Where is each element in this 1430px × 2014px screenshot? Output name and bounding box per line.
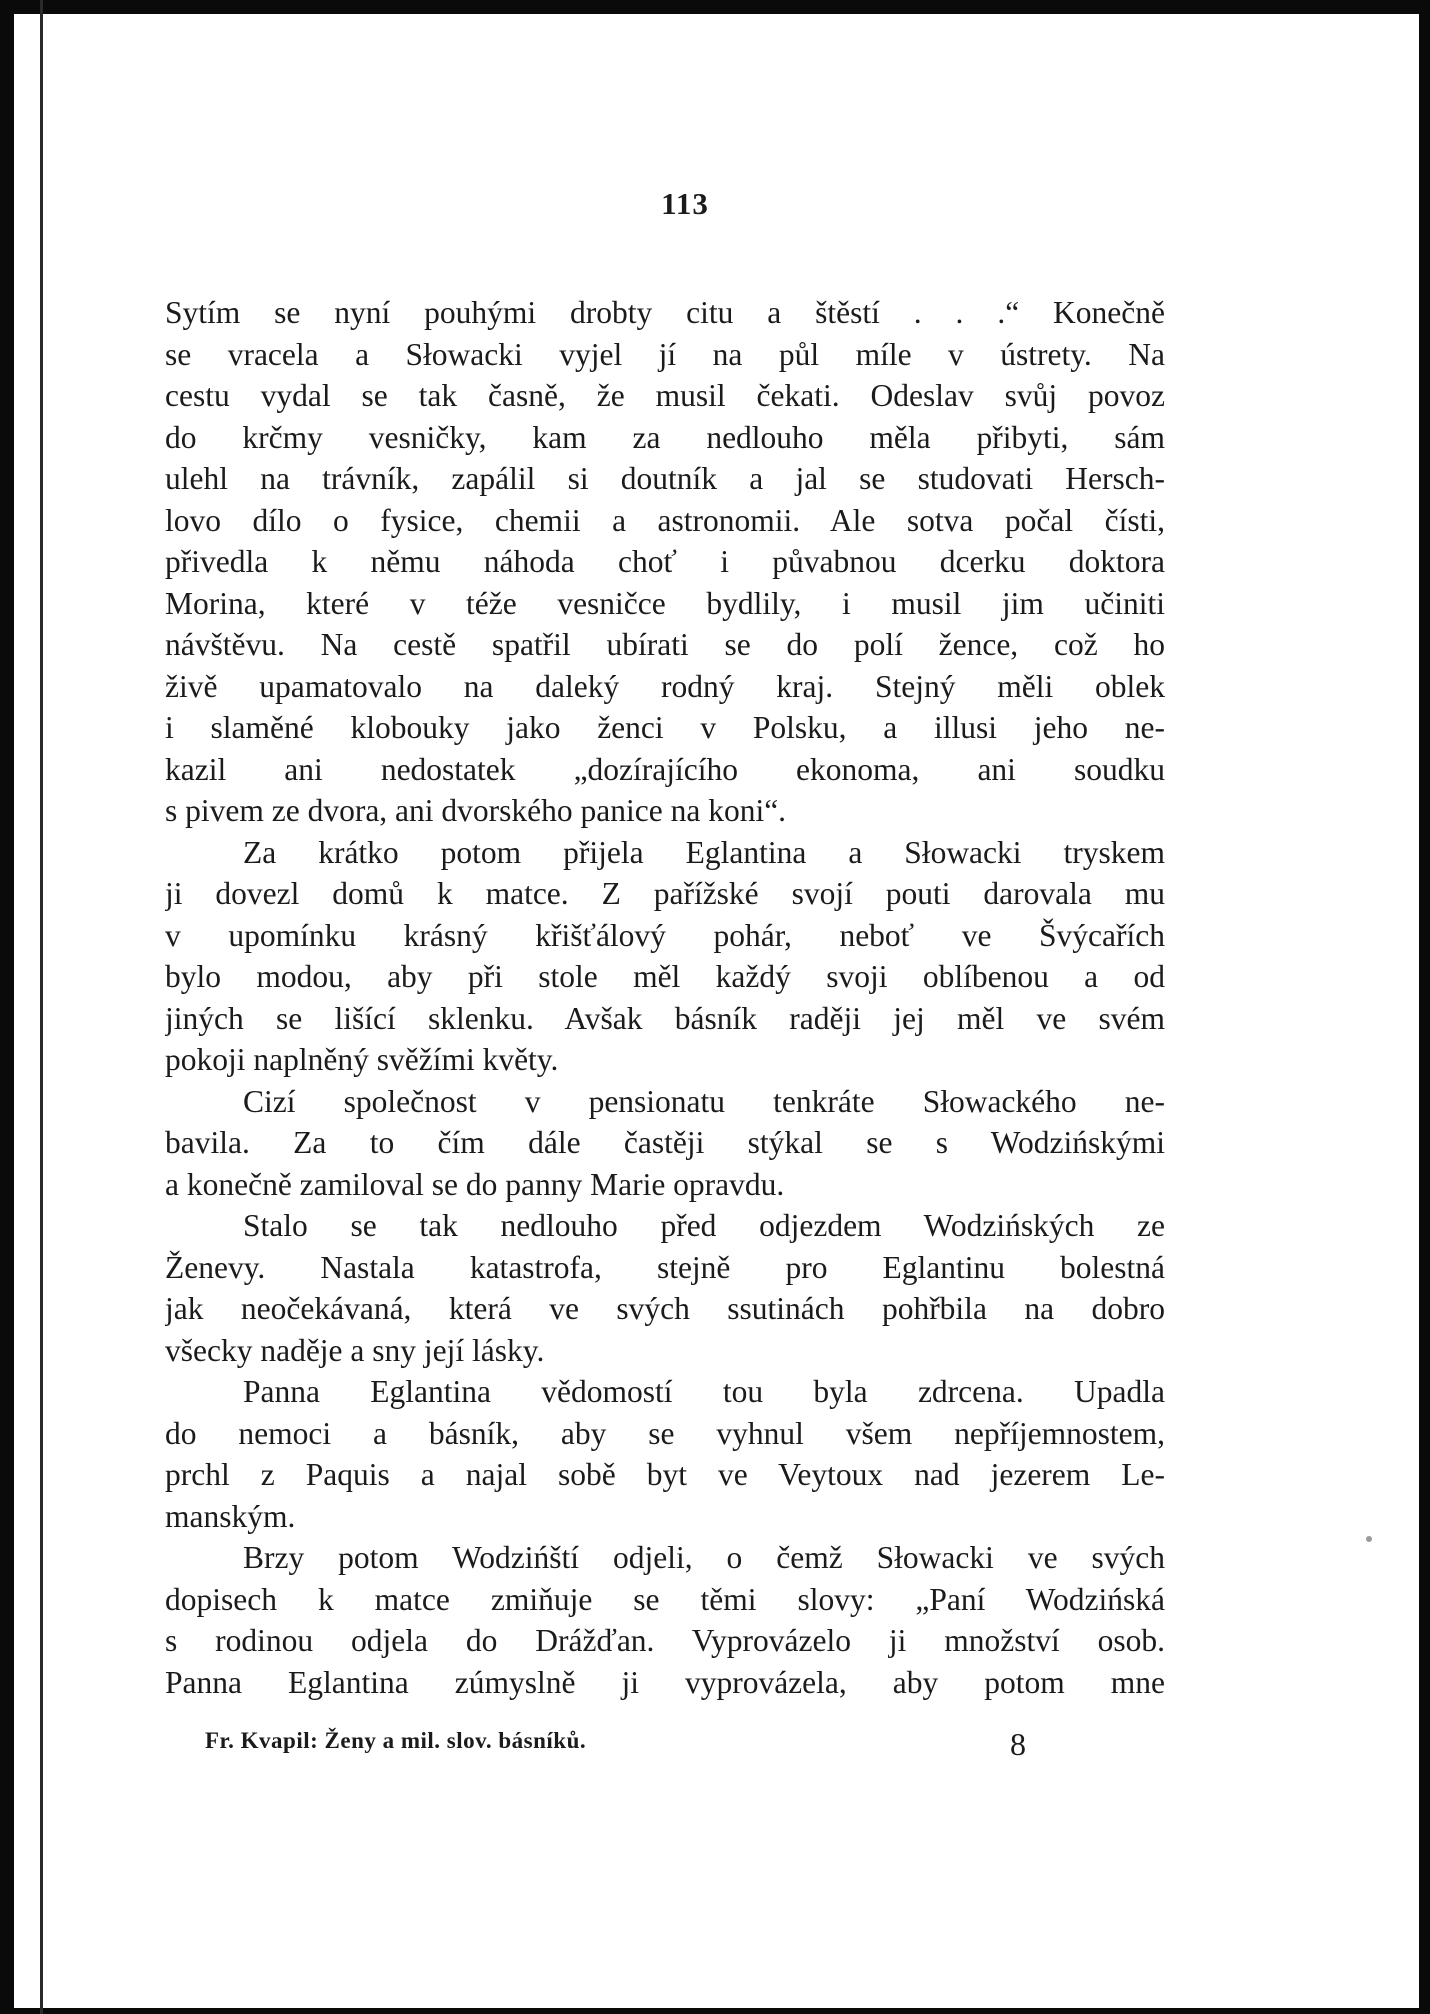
text-line: všecky naděje a sny její lásky. <box>165 1332 545 1368</box>
text-line: živě upamatovalo na daleký rodný kraj. Stejný měli oblek <box>165 668 1165 704</box>
text-line: návštěvu. Na cestě spatřil ubírati se do polí žence, což ho <box>165 627 1165 662</box>
text-line: do krčmy vesničky, kam za nedlouho měla přibyti, sám <box>165 419 1165 455</box>
text-line: jiných se lišící sklenku. Avšak básník raději jej měl ve svém <box>165 1000 1165 1036</box>
text-line: kazil ani nedostatek „dozírajícího ekonoma, ani soudku <box>165 751 1165 787</box>
text-line: lovo dílo o fysice, chemii a astronomii. Ale sotva počal čísti, <box>165 502 1165 538</box>
text-line: Panna Eglantina zúmyslně ji vyprovázela, aby potom mne <box>165 1664 1165 1700</box>
text-line: se vracela a Słowacki vyjel jí na půl míle v ústrety. Na <box>165 336 1165 372</box>
body-text <box>165 292 1165 1703</box>
text-line: s rodinou odjela do Drážďan. Vyprovázelo ji množství osob. <box>165 1623 1165 1658</box>
text-line: ulehl na trávník, zapálil si doutník a jal se studovati Hersch- <box>165 461 1165 496</box>
text-line: Ženevy. Nastala katastrofa, stejně pro Eglantinu bolestná <box>165 1249 1165 1285</box>
text-line: cestu vydal se tak časně, že musil čekati. Odeslav svůj povoz <box>165 378 1165 413</box>
text-line: Morina, které v téže vesničce bydlily, i musil jim učiniti <box>165 585 1165 621</box>
page-footer <box>205 1728 1065 1768</box>
text-line: s pivem ze dvora, ani dvorského panice na koni“. <box>165 793 787 828</box>
text-line: manským. <box>165 1498 296 1534</box>
text-line: ji dovezl domů k matce. Z pařížské svojí pouti darovala mu <box>165 876 1165 911</box>
text-line: i slaměné klobouky jako ženci v Polsku, a illusi jeho ne- <box>165 710 1165 745</box>
page-number: 113 <box>661 186 709 221</box>
text-line: prchl z Paquis a najal sobě byt ve Veytoux nad jezerem Le- <box>165 1457 1165 1492</box>
scan-border-bottom <box>0 2008 1430 2014</box>
text-line: a konečně zamiloval se do panny Marie opravdu. <box>165 1166 785 1202</box>
text-line: Cizí společnost v pensionatu tenkráte Słowackého ne- <box>243 1083 1165 1119</box>
text-line: přivedla k němu náhoda choť i půvabnou dcerku doktora <box>165 544 1165 579</box>
text-line: jak neočekávaná, která ve svých ssutinách pohřbila na dobro <box>165 1291 1165 1326</box>
text-line: bavila. Za to čím dále častěji stýkal se s Wodzińskými <box>165 1125 1165 1160</box>
text-line: Brzy potom Wodzińští odjeli, o čemž Słowacki ve svých <box>243 1540 1165 1575</box>
footer-book-title: Fr. Kvapil: Ženy a mil. slov. básníků. <box>205 1728 587 1753</box>
text-line: dopisech k matce zmiňuje se těmi slovy: „Paní Wodzińská <box>165 1581 1165 1617</box>
text-line: v upomínku krásný křišťálový pohár, neboť ve Švýcařích <box>165 917 1165 953</box>
text-line: do nemoci a básník, aby se vyhnul všem nepříjemnostem, <box>165 1415 1165 1451</box>
text-line: Panna Eglantina vědomostí tou byla zdrcena. Upadla <box>243 1374 1165 1409</box>
scan-border-top <box>0 0 1430 14</box>
scan-border-right <box>1419 0 1430 2014</box>
text-line: Sytím se nyní pouhými drobty citu a štěstí . . .“ Konečně <box>165 295 1165 330</box>
text-line: pokoji naplněný svěžími květy. <box>165 1042 559 1077</box>
footer-signature-mark: 8 <box>1010 1726 1026 1762</box>
text-line: Za krátko potom přijela Eglantina a Słowacki tryskem <box>243 834 1165 870</box>
text-line: bylo modou, aby při stole měl každý svoji oblíbenou a od <box>165 959 1165 994</box>
text-line: Stalo se tak nedlouho před odjezdem Wodzińských ze <box>243 1208 1165 1243</box>
margin-speck <box>1366 1536 1372 1542</box>
scan-border-left <box>0 0 14 2014</box>
page-gutter-line <box>40 0 43 2014</box>
